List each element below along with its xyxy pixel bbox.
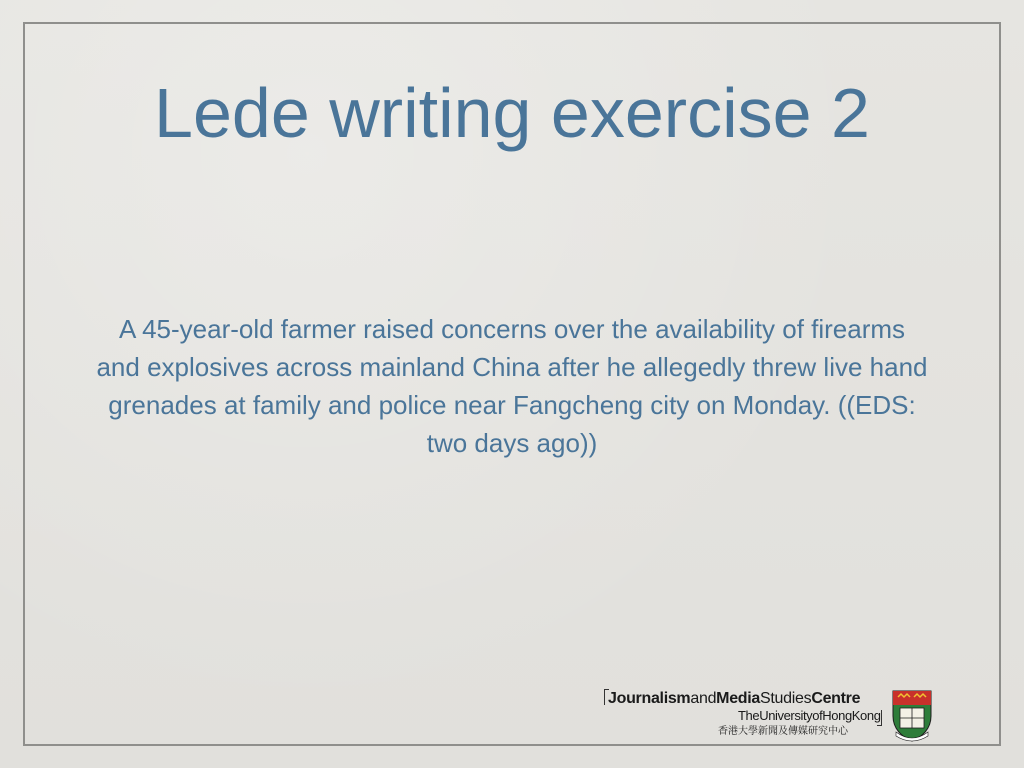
logo-word-centre: Centre bbox=[811, 690, 861, 707]
hku-crest-icon bbox=[890, 688, 934, 742]
logo-chinese-name: 香港大學新聞及傳媒研究中心 bbox=[718, 726, 848, 737]
logo-university-name: TheUniversityofHongKong bbox=[738, 708, 881, 723]
logo-word-journalism: Journalism bbox=[608, 690, 691, 707]
logo-word-and: and bbox=[690, 690, 717, 707]
logo-word-studies: Studies bbox=[760, 690, 812, 707]
logo-word-media: Media bbox=[716, 690, 761, 707]
jmsc-logo bbox=[604, 688, 938, 744]
slide-title: Lede writing exercise 2 bbox=[154, 74, 870, 152]
slide-body-text: A 45-year-old farmer raised concerns over the availability of firearms and explosives across mainland China after he allegedly threw live hand grenades at family and police near Fangcheng city on Monday. ((EDS: two days ago)) bbox=[96, 314, 928, 458]
logo-bracket-right bbox=[877, 710, 882, 726]
logo-centre-name bbox=[608, 690, 860, 708]
